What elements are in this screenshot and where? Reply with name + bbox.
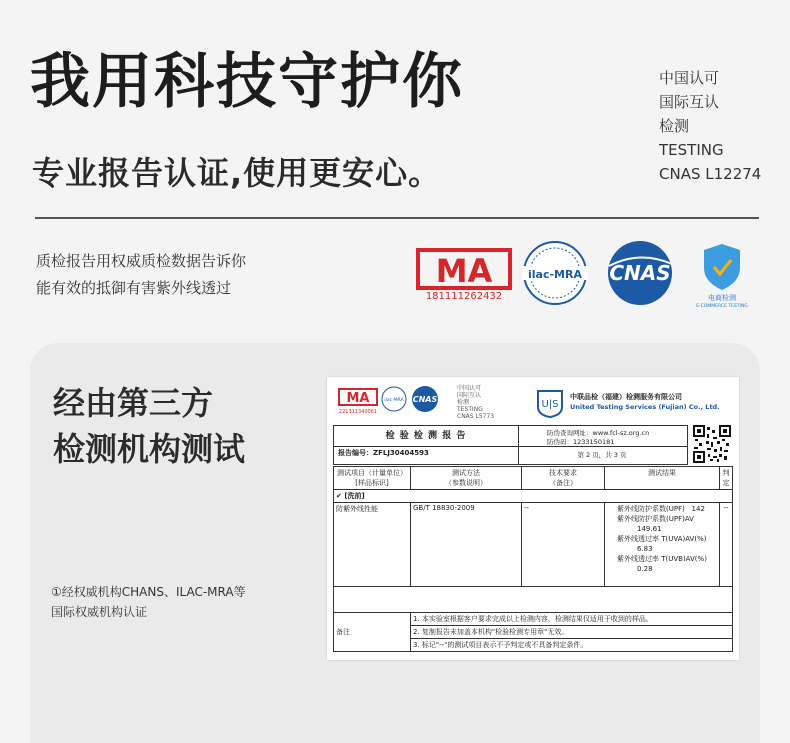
report-cma-number: 221311340061 (338, 409, 378, 415)
report-org-en: United Testing Services (Fujian) Co., Ltd. (570, 403, 720, 411)
report-qr-code (693, 425, 731, 463)
remark-line: 3. 标记"--"的测试项目表示不予判定或不具备判定条件。 (413, 641, 588, 649)
row-requirement: -- (522, 503, 605, 587)
report-cert-list (457, 385, 494, 420)
report-cert-line: CNAS L5773 (457, 413, 495, 420)
report-cnas-text: CNAS (412, 395, 438, 404)
report-number-row (338, 448, 429, 458)
svg-text:U|S: U|S (541, 399, 559, 410)
certification-logos (415, 238, 765, 308)
report-page-info: 第 2 页，共 3 页 (517, 446, 687, 459)
header-cell: 测试结果 (605, 467, 720, 490)
header-cell: 判定 (720, 467, 733, 490)
report-org-logo (534, 387, 566, 419)
cert-line: TESTING (659, 141, 724, 159)
ecommerce-testing-logo (696, 244, 748, 308)
row-judge: -- (720, 503, 733, 587)
report-ilac-logo (382, 387, 406, 411)
row-method: GB/T 18830-2009 (411, 503, 522, 587)
result-line: 149.61 (637, 525, 662, 533)
report-cert-line: 检测 (457, 399, 470, 406)
report-title-box (333, 425, 519, 465)
panel-note-line: ①经权威机构CHANS、ILAC-MRA等 (51, 585, 246, 599)
cnas-logo (608, 241, 672, 305)
result-line: 紫外线透过率 T(UVA)AV(%) (617, 535, 707, 543)
cma-logo-text: MA (435, 252, 493, 290)
intro-line: 质检报告用权威质检数据告诉你 (36, 252, 247, 270)
table-row (334, 613, 733, 652)
panel-note-line: 国际权威机构认证 (51, 605, 148, 619)
report-cnas-logo (412, 386, 438, 412)
report-org-cn: 中联品检（福建）检测服务有限公司 (570, 393, 682, 401)
certification-list (659, 66, 761, 186)
intro-line: 能有效的抵御有害紫外线透过 (36, 279, 232, 297)
panel-title-line: 检测机构测试 (53, 430, 246, 468)
table-row (334, 490, 733, 503)
panel-title-line: 经由第三方 (53, 384, 214, 422)
ecom-logo-label: 电商检测 (708, 294, 736, 302)
row-item: 防紫外线性能 (334, 503, 411, 587)
cert-line: 中国认可 (659, 69, 720, 87)
cma-logo (418, 250, 510, 302)
report-cert-line: TESTING (457, 406, 483, 413)
result-line: 紫外线防护系数(UPF)AV (617, 515, 694, 523)
result-line: 紫外线防护系数(UPF) 142 (617, 505, 705, 513)
remark-line: 1. 本实验室根据客户要求完成以上检测内容，检测结果仅适用于收到的样品。 (411, 613, 732, 626)
ilac-logo-text: ilac-MRA (528, 268, 582, 281)
section-cell: ✔ [洗前] (334, 490, 733, 503)
cert-line: CNAS L12274 (659, 165, 762, 183)
header-cell: 技术要求 （备注） (522, 467, 605, 490)
result-line: 0.28 (637, 565, 653, 573)
panel-note (51, 582, 246, 622)
ecom-logo-sub: E-COMMERCE TESTING (696, 304, 748, 308)
report-number: ZFLJ30404593 (373, 449, 429, 457)
panel-title (53, 380, 245, 472)
cert-line: 国际互认 (659, 93, 720, 111)
report-verify-site: 防伪查询网址：www.fcl-sz.org.cn (547, 429, 650, 437)
cma-logo-number: 181111262432 (425, 291, 503, 302)
remark-label: 备注 (334, 613, 411, 652)
report-cert-line: 中国认可 (457, 385, 482, 392)
empty-cell (334, 587, 733, 613)
page-headline: 我用科技守护你 (30, 47, 464, 117)
remark-line: 2. 复制报告未加盖本机构"检验检测专用章"无效。 (411, 626, 732, 639)
report-verify-box (517, 425, 688, 465)
report-cert-line: 国际互认 (457, 392, 482, 399)
page-subheadline: 专业报告认证,使用更安心。 (32, 154, 442, 192)
result-line: 紫外线透过率 T(UVB)AV(%) (617, 555, 707, 563)
report-verify-code: 防伪码：1233150181 (547, 438, 615, 446)
table-row (334, 503, 733, 587)
report-cma-logo (339, 389, 377, 415)
cert-line: 检测 (659, 117, 690, 135)
header-cell: 测试项目（计量单位） [样品标识] (334, 467, 411, 490)
report-ilac-text: ilac-MRA (384, 398, 404, 403)
ilac-mra-logo (522, 242, 588, 304)
report-results-table (333, 466, 733, 652)
row-results (605, 503, 720, 587)
intro-text (36, 248, 246, 302)
report-title: 检 验 检 测 报 告 (334, 426, 518, 447)
remark-cell (411, 613, 733, 652)
report-logos (337, 385, 457, 417)
result-line: 6.83 (637, 545, 653, 553)
test-report-image (327, 377, 739, 660)
header-cell: 测试方法 （参数说明） (411, 467, 522, 490)
report-number-label: 报告编号： (338, 449, 373, 457)
table-header-row (334, 467, 733, 490)
cnas-logo-text: CNAS (609, 261, 671, 285)
divider (35, 217, 759, 219)
table-row (334, 587, 733, 613)
report-cma-text: MA (346, 391, 370, 406)
